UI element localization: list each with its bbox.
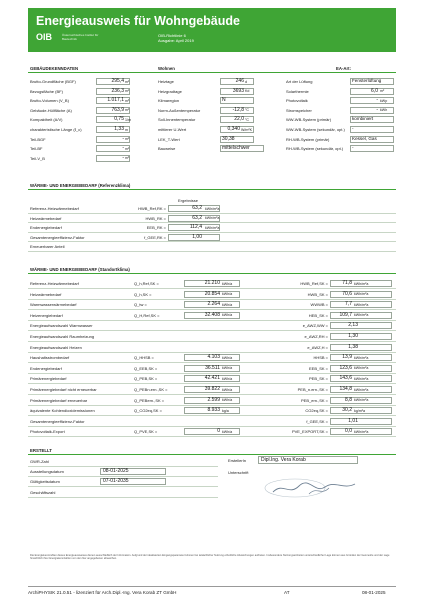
standort-label: Energieaufwandszahl Warmwasser — [30, 323, 93, 329]
gebaeude-value: - — [122, 154, 124, 161]
value-box — [350, 145, 394, 152]
standort-label: Referenz-Heizwärmebedarf — [30, 281, 79, 286]
ersteller-value: Dipl.Ing. Vera Korab — [261, 457, 306, 463]
standort-unit: kWh/a — [222, 313, 233, 318]
standort-label: äquivalente Kohlendioxidemissionen — [30, 408, 95, 414]
gebaeude-unit: m³ — [125, 98, 130, 103]
gebaeude-value: - — [376, 106, 378, 113]
standort-unit: kWh/a — [222, 376, 233, 381]
gebaeude-label: Bezugsfläche (BF) — [30, 88, 63, 94]
erstellt-label: Ausstellungsdatum — [30, 469, 64, 475]
standort-value: 21.210 — [204, 280, 220, 286]
row-divider — [28, 352, 396, 353]
standort-symbol: e_AWZ,H = — [307, 344, 328, 350]
erstellt-label: GWR-Zahl — [30, 459, 49, 464]
gebaeude-label: Photovoltaik — [286, 98, 308, 104]
signature-stamp-image — [255, 478, 365, 500]
standort-unit: kWh/a — [222, 429, 233, 434]
standort-value: 8,8 — [345, 396, 352, 403]
standort-symbol: Q_h,Ref,SK = — [134, 281, 159, 286]
standort-value: 143,6 — [339, 375, 352, 382]
section-title-erstellt: ERSTELLT — [30, 448, 52, 453]
referenz-unit: kWh/m²a — [205, 225, 220, 230]
unterschrift-label: Unterschrift — [228, 470, 249, 475]
standort-symbol: Q_H,Ref,SK = — [134, 312, 160, 318]
standort-label: Primärenergiebedarf nicht erneuerbar — [30, 387, 97, 392]
gebaeude-value: -12,8 — [232, 106, 244, 113]
row-divider — [28, 222, 396, 223]
gebaeude-label: mittlerer U-Wert — [158, 127, 187, 132]
gebaeude-unit: kWp — [380, 98, 388, 103]
standort-label: Energieaufwandszahl Raumheizung — [30, 334, 95, 339]
gebaeude-value: - — [352, 145, 354, 151]
standort-value: 134,8 — [339, 386, 352, 392]
gebaeude-value: N — [222, 97, 226, 104]
referenz-label: Erneuerbarer Anteil — [30, 244, 65, 250]
gebaeude-label: WW-WB-System (sekundär, opt.) — [286, 127, 345, 132]
gebaeude-unit: kWh — [380, 108, 388, 113]
standort-label: Gesamtenergieeffizienz-Faktor — [30, 418, 85, 424]
gebaeude-label: RH-WB-System (sekundär, opt.) — [286, 146, 344, 152]
standort-symbol: Q_PEBn.ern.,SK = — [134, 387, 168, 392]
row-divider — [28, 436, 396, 437]
standort-unit: kWh/a — [222, 387, 233, 392]
standort-label: Warmwasserwärmebedarf — [30, 302, 77, 308]
standort-symbol: Q_h,SK = — [134, 291, 152, 297]
row-divider — [28, 405, 396, 406]
section-title-standort: WÄRME- UND ENERGIEBEDARF (Standortklima) — [30, 267, 130, 272]
gebaeude-label: Teil-BGF — [30, 136, 46, 142]
standort-value: 39.822 — [204, 386, 220, 392]
standort-unit: kWh/m²a — [354, 281, 369, 286]
row-divider — [28, 309, 396, 310]
gebaeude-value: 1.017,1 — [107, 97, 124, 104]
standort-symbol: PVE_EXPORT,SK = — [291, 429, 328, 435]
gebaeude-unit: m² — [125, 108, 130, 113]
page-title: Energieausweis für Wohngebäude — [36, 14, 240, 28]
referenz-label: Referenz-Heizwärmebedarf — [30, 206, 79, 211]
gebaeude-unit: m³ — [125, 156, 130, 161]
standort-unit: kWh/m²a — [354, 429, 369, 434]
standort-value: 36.511 — [205, 364, 220, 371]
gebaeude-value: - — [122, 145, 124, 152]
section-rule — [28, 454, 396, 455]
gebaeude-value: 6,0 — [371, 87, 378, 94]
gebaeude-unit: m² — [125, 79, 130, 84]
gebaeude-unit: m² — [380, 89, 385, 94]
standort-label: Primärenergiebedarf erneuerbar — [30, 397, 88, 403]
standort-symbol: EEB_SK = — [308, 365, 328, 371]
erstellt-value: 08-01-2025 — [103, 468, 129, 475]
gebaeude-value: kombiniert — [352, 116, 374, 122]
edition-label: Ausgabe: April 2019 — [158, 38, 194, 43]
standort-value: 0 — [217, 428, 220, 435]
gebaeude-value: - — [376, 97, 378, 104]
row-divider — [28, 497, 218, 498]
gebaeude-label: Brutto-Volumen (V_B) — [30, 98, 69, 104]
gebaeude-label: Stromspeicher — [286, 107, 312, 113]
gebaeude-label: Solarthermie — [286, 88, 309, 94]
standort-value: 71,8 — [342, 280, 352, 286]
gebaeude-value: 236,3 — [111, 87, 124, 94]
standort-symbol: PEB_n.ern.,SK = — [297, 387, 328, 392]
erstellt-label: Geschäftszahl — [30, 489, 56, 495]
standort-value: 70,6 — [342, 290, 352, 297]
standort-unit: kWh/m²a — [354, 398, 369, 403]
standort-label: Heizwärmebedarf — [30, 291, 62, 297]
standort-label: Haushaltsstrombedarf — [30, 355, 70, 361]
gebaeude-value: 246 — [235, 78, 244, 84]
standort-unit: kWh/a — [222, 281, 233, 286]
row-divider — [28, 383, 396, 384]
standort-value: 123,6 — [339, 364, 352, 371]
row-divider — [28, 213, 396, 214]
standort-label: Energieaufwandszahl Heizen — [30, 344, 82, 350]
standort-value: 2.599 — [207, 396, 220, 403]
standort-value: 1,38 — [348, 343, 358, 350]
standort-value: 7,7 — [345, 301, 352, 308]
gebaeude-label: Gebäude-Hüllfläche (A) — [30, 107, 72, 113]
standort-symbol: PEB_SK = — [308, 376, 328, 382]
gebaeude-label: Art der Lüftung — [286, 79, 313, 84]
standort-value: 109,7 — [339, 311, 352, 318]
row-divider — [28, 320, 396, 321]
referenz-unit: kWh/m²a — [205, 206, 220, 211]
gebaeude-unit: m² — [125, 89, 130, 94]
gebaeude-value: - — [122, 135, 124, 142]
referenz-label: Heizwärmebedarf — [30, 215, 62, 221]
row-divider — [28, 362, 396, 363]
standort-value: 2,13 — [348, 322, 358, 329]
standort-symbol: e_AWZ,RH = — [304, 334, 328, 339]
row-divider — [28, 466, 218, 467]
gebaeude-value: 1,33 — [114, 126, 124, 132]
referenz-value: 1,00 — [192, 233, 202, 240]
gebaeude-value: - — [352, 126, 354, 131]
standort-value: 0,0 — [345, 428, 352, 435]
section-rule — [28, 273, 396, 274]
gebaeude-unit: m² — [125, 137, 130, 142]
referenz-value: 63,2 — [192, 205, 202, 211]
gebaeude-label: charakteristische Länge (ℓ_c) — [30, 127, 82, 132]
standort-symbol: Q_PEB,SK = — [134, 376, 158, 382]
row-divider — [28, 241, 396, 242]
footer-date: 08-01-2025 — [362, 590, 386, 595]
standort-symbol: Q_PEBern.,SK = — [134, 397, 165, 403]
gebaeude-label: Teil-BF — [30, 146, 43, 152]
gebaeude-label: WW-WB-System (primär) — [286, 117, 332, 123]
referenz-label: Gesamtenergieeffizienz-Faktor — [30, 234, 85, 240]
standort-symbol: HWB_Ref,SK = — [300, 281, 328, 286]
standort-symbol: WWWB = — [310, 302, 328, 308]
row-divider — [28, 251, 396, 252]
row-divider — [28, 232, 396, 233]
standort-symbol: Q_CO2eq,SK = — [134, 408, 162, 414]
gebaeude-label: LEK_T-Wert — [158, 136, 180, 142]
gebaeude-value: 3693 — [232, 87, 244, 94]
standort-label: Heizenergiebedarf — [30, 312, 63, 318]
standort-unit: kg/a — [222, 408, 229, 413]
gebaeude-unit: °C — [245, 117, 250, 122]
section-rule — [28, 189, 396, 190]
standort-symbol: HWB_SK = — [307, 291, 328, 297]
standort-symbol: Q_tw = — [134, 302, 147, 308]
standort-value: 30,2 — [342, 407, 352, 414]
gebaeude-label: Teil-V_B — [30, 155, 45, 161]
standort-value: 2.264 — [207, 301, 220, 308]
header-meta — [158, 33, 194, 43]
standort-value: 42.421 — [204, 375, 220, 382]
referenz-symbol: HWB_RK = — [145, 215, 166, 221]
standort-value: 20.854 — [204, 290, 220, 297]
standort-symbol: f_GEE,SK = — [306, 418, 328, 424]
gebaeude-label: Soll-Innentemperatur — [158, 117, 196, 123]
gebaeude-value: 22,0 — [234, 116, 244, 123]
section-subtitle-wohnen: Wohnen — [158, 66, 175, 71]
standort-unit: kWh/m²a — [354, 355, 369, 360]
referenz-symbol: HWB_Ref,RK = — [138, 206, 166, 211]
gebaeude-label: RH-WB-System (primär) — [286, 136, 330, 142]
value-box — [350, 126, 394, 133]
gebaeude-label: Brutto-Grundfläche (BGF) — [30, 79, 76, 84]
gebaeude-unit: 1/m — [125, 117, 131, 122]
standort-symbol: PEB_ern.,SK = — [300, 397, 328, 403]
standort-symbol: Q_PVE,SK = — [134, 429, 158, 435]
gebaeude-label: Klimaregion — [158, 98, 180, 104]
standort-unit: kg/m²a — [354, 408, 365, 413]
standort-unit: kWh/m²a — [354, 302, 369, 307]
gebaeude-label: Norm-Außentemperatur — [158, 107, 201, 113]
row-divider — [28, 299, 396, 300]
gebaeude-value: 0,340 — [227, 126, 240, 132]
section-rule — [28, 72, 396, 73]
header-banner — [28, 8, 396, 52]
section-title-gebaeude: GEBÄUDEKENNDATEN — [30, 66, 79, 71]
ersteller-label: ErstellerIn — [228, 458, 247, 463]
footer-rule — [28, 586, 396, 587]
standort-symbol: e_AWZ,WW = — [302, 323, 328, 329]
referenz-label: Endenergiebedarf — [30, 225, 62, 231]
standort-symbol: HEB_SK = — [308, 312, 328, 318]
gebaeude-unit: m² — [125, 146, 130, 151]
row-divider — [28, 476, 218, 477]
standort-label: Primärenergiebedarf — [30, 376, 67, 382]
row-divider — [28, 373, 396, 374]
standort-label: Photovoltaik-Export — [30, 429, 65, 435]
row-divider — [28, 330, 396, 331]
disclaimer-text: Die Energiekennzahlen dieses Energieausweises dienen ausschließlich der Information. Aufgrund der idealisierten Eingangsparameter können bei tatsächlicher Nutzung erhebliche Abweichungen auftreten. Insbesondere Nutzungseinheiten unterschiedlicher Lage können aus Gründen der Geometrie und der Lage hinsichtlich ihrer Energiekennzahlen von den hier angegebenen abweichen. — [30, 554, 390, 561]
standort-value: 1,01 — [348, 417, 358, 424]
standort-unit: kWh/a — [222, 292, 233, 297]
gebaeude-unit: d — [245, 79, 247, 84]
standort-value: 13,9 — [342, 354, 352, 361]
section-title-referenz: WÄRME- UND ENERGIEBEDARF (Referenzklima) — [30, 183, 131, 188]
gebaeude-value: mittelschwer — [222, 145, 250, 152]
gebaeude-label: Kompaktheit (A/V) — [30, 117, 63, 123]
standort-value: 4.103 — [207, 354, 220, 361]
row-divider — [28, 394, 396, 395]
row-divider — [28, 341, 396, 342]
standort-unit: kWh/a — [222, 302, 233, 307]
standort-unit: kWh/m²a — [354, 376, 369, 381]
gebaeude-label: Bauweise — [158, 146, 176, 152]
referenz-value: 63,2 — [192, 214, 202, 221]
standort-label: Endenergiebedarf — [30, 365, 62, 371]
ea-art-label: EA-Art: — [336, 66, 352, 71]
standort-unit: kWh/m²a — [354, 292, 369, 297]
standort-symbol: HHSB = — [313, 355, 328, 361]
standort-unit: kWh/m²a — [354, 387, 369, 392]
standort-unit: kWh/a — [222, 398, 233, 403]
referenz-symbol: EEB_RK = — [146, 225, 166, 231]
gebaeude-unit: Kd — [245, 89, 250, 94]
row-divider — [28, 288, 396, 289]
gebaeude-value: 763,9 — [111, 106, 124, 113]
standort-symbol: Q_EEB,SK = — [134, 365, 158, 371]
standort-symbol: Q_HHSB = — [134, 355, 154, 361]
footer-software: ArchiPHYSIK 21.0.51 - lizenziert für Arch.Dipl.-Ing. Vera Korab ZT GmbH — [28, 590, 177, 595]
footer-country: AT — [284, 590, 290, 595]
standort-unit: kWh/m²a — [354, 313, 369, 318]
row-divider — [28, 486, 218, 487]
gebaeude-unit: W/m²K — [241, 127, 252, 132]
row-divider — [28, 415, 396, 416]
erstellt-label: Gültigkeitsdatum — [30, 479, 60, 485]
gebaeude-value: Kessel, Gas — [352, 135, 377, 141]
guideline-label: OIB-Richtlinie 6 — [158, 33, 186, 38]
gebaeude-unit: m — [125, 127, 128, 132]
standort-unit: kWh/a — [222, 355, 233, 360]
gebaeude-label: Heizgradtage — [158, 88, 182, 94]
oib-logo-subtitle: Österreichisches Institut für Bautechnik — [62, 33, 99, 41]
gebaeude-unit: °C — [245, 108, 250, 113]
gebaeude-label: Heiztage — [158, 79, 174, 84]
oib-logo: OIB — [36, 32, 53, 42]
gebaeude-value: 295,4 — [111, 78, 124, 84]
standort-value: 8.933 — [207, 407, 220, 414]
erstellt-value: 07-01-2035 — [103, 478, 129, 485]
standort-value: 32.408 — [204, 311, 220, 318]
gebaeude-value: 0,75 — [114, 116, 124, 123]
results-column-header: Ergebnisse — [178, 198, 199, 203]
referenz-unit: kWh/m²a — [205, 216, 220, 221]
standort-value: 1,30 — [348, 333, 358, 339]
referenz-symbol: f_GEE,RK = — [144, 234, 166, 240]
referenz-value: 112,4 — [189, 224, 202, 231]
gebaeude-value: Fensterlüftung — [352, 78, 382, 83]
row-divider — [28, 426, 396, 427]
gebaeude-value: 30,38 — [222, 135, 235, 142]
standort-symbol: CO2eq,SK = — [305, 408, 328, 414]
standort-unit: kWh/m²a — [354, 366, 369, 371]
standort-unit: kWh/a — [222, 366, 233, 371]
